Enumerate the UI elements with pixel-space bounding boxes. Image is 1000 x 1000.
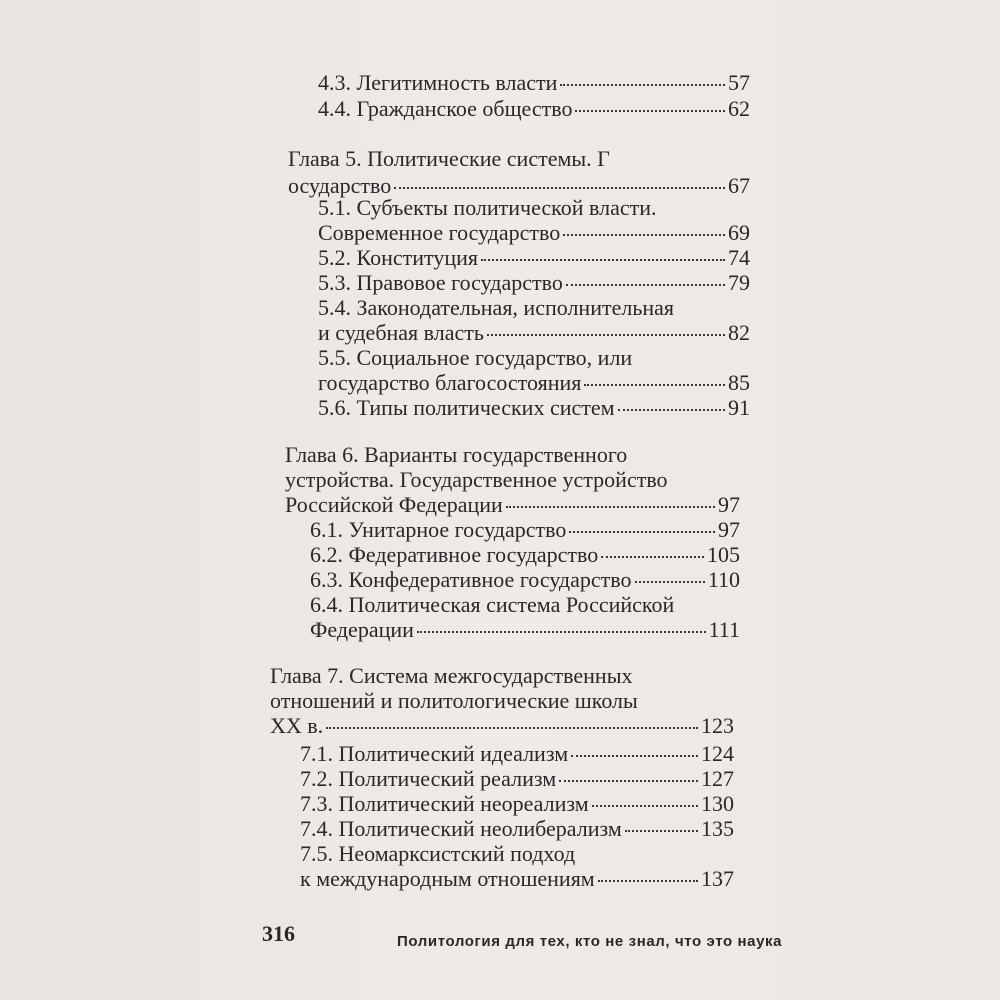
leader-dots (417, 631, 706, 633)
leader-dots (566, 284, 725, 286)
toc-entry-6-2 (310, 542, 740, 568)
toc-entry-5-5 (318, 370, 750, 396)
toc-entry-6-4-title: 6.4. Политическая система Российской (310, 592, 675, 617)
toc-entry-title: 4.4. Гражданское общество (318, 96, 573, 121)
leader-dots (394, 187, 725, 189)
toc-page-number: 110 (707, 567, 740, 592)
toc-entry-title: 7.4. Политический неолиберализм (300, 816, 622, 841)
toc-page-number: 79 (728, 270, 750, 295)
toc-entry-title: Российской Федерации (285, 492, 503, 517)
toc-entry-title: 5.3. Правовое государство (318, 270, 563, 295)
toc-entry-title: государство благосостояния (318, 370, 582, 395)
toc-entry-5-2 (318, 245, 750, 271)
toc-page-number: 124 (701, 741, 734, 766)
toc-entry-5-3 (318, 270, 750, 296)
leader-dots (481, 259, 725, 261)
toc-entry-title: 6.3. Конфедеративное государство (310, 567, 632, 592)
toc-page-number: 91 (728, 395, 750, 420)
toc-entry-title: 6.1. Унитарное государство (310, 517, 567, 542)
toc-page-number: 67 (728, 173, 750, 198)
toc-chapter-7 (270, 713, 734, 739)
leader-dots (560, 84, 725, 86)
toc-chapter-5-title: Глава 5. Политические системы. Г (288, 146, 610, 171)
toc-page-number: 135 (701, 816, 734, 841)
toc-entry-7-1 (300, 741, 734, 767)
toc-entry-5-1-title: 5.1. Субъекты политической власти. (318, 195, 657, 220)
toc-entry-title: 7.1. Политический идеализм (300, 741, 569, 766)
toc-page-number: 130 (701, 791, 734, 816)
leader-dots (487, 334, 725, 336)
toc-entry-6-4 (310, 617, 740, 643)
toc-entry-7-4 (300, 816, 734, 842)
toc-entry-title: 5.2. Конституция (318, 245, 478, 270)
toc-chapter-7-title-line1: Глава 7. Система межгосударственных (270, 663, 633, 688)
toc-entry-title: 5.6. Типы политических систем (318, 395, 615, 420)
leader-dots (625, 830, 698, 832)
toc-entry-4-4 (318, 96, 750, 122)
toc-entry-7-2 (300, 766, 734, 792)
leader-dots (598, 880, 698, 882)
leader-dots (569, 531, 715, 533)
toc-page-number: 105 (707, 542, 740, 567)
running-footer-title: Политология для тех, кто не знал, что это наука (397, 933, 783, 950)
toc-page-number: 57 (728, 70, 750, 95)
toc-page-number: 82 (728, 320, 750, 345)
leader-dots (618, 409, 725, 411)
toc-entry-5-4-title: 5.4. Законодательная, исполнительная (318, 295, 675, 320)
leader-dots (592, 805, 698, 807)
leader-dots (571, 755, 698, 757)
toc-entry-6-3 (310, 567, 740, 593)
toc-entry-5-6 (318, 395, 750, 421)
toc-entry-title: осударство (288, 173, 392, 198)
toc-entry-title: и судебная власть (318, 320, 484, 345)
toc-page-number: 123 (701, 713, 734, 738)
toc-page-number: 74 (728, 245, 750, 270)
toc-entry-title: 7.2. Политический реализм (300, 766, 557, 791)
leader-dots (584, 384, 725, 386)
toc-entry-title: 7.3. Политический неореализм (300, 791, 589, 816)
toc-entry-4-3 (318, 70, 750, 96)
toc-page-number: 137 (701, 866, 734, 891)
toc-page-number: 69 (728, 220, 750, 245)
toc-entry-title: 6.2. Федеративное государство (310, 542, 599, 567)
toc-entry-7-5-title: 7.5. Неомарксистский подход (300, 841, 576, 866)
toc-entry-7-5 (300, 866, 734, 892)
toc-page-number: 85 (728, 370, 750, 395)
leader-dots (575, 110, 725, 112)
leader-dots (559, 780, 698, 782)
toc-page-number: 62 (728, 96, 750, 121)
page-number: 316 (262, 921, 295, 946)
toc-entry-title: XX в. (270, 713, 324, 738)
toc-entry-5-5-title: 5.5. Социальное государство, или (318, 345, 633, 370)
leader-dots (506, 506, 715, 508)
toc-entry-title: Современное государство (318, 220, 561, 245)
toc-page-number: 127 (701, 766, 734, 791)
leader-dots (601, 556, 704, 558)
toc-entry-title: Федерации (310, 617, 414, 642)
toc-entry-7-3 (300, 791, 734, 817)
toc-entry-5-1 (318, 220, 750, 246)
toc-page-number: 97 (718, 517, 740, 542)
toc-entry-title: 4.3. Легитимность власти (318, 70, 558, 95)
toc-page-number: 97 (718, 492, 740, 517)
leader-dots (635, 581, 705, 583)
toc-chapter-6-title-line2: устройства. Государственное устройство (285, 467, 668, 492)
toc-chapter-6 (285, 492, 740, 518)
toc-entry-5-4 (318, 320, 750, 346)
toc-chapter-7-title-line2: отношений и политологические школы (270, 688, 638, 713)
toc-chapter-6-title-line1: Глава 6. Варианты государственного (285, 442, 628, 467)
leader-dots (563, 234, 725, 236)
leader-dots (326, 727, 698, 729)
toc-entry-6-1 (310, 517, 740, 543)
toc-entry-title: к международным отношениям (300, 866, 595, 891)
toc-page-number: 111 (708, 617, 740, 642)
